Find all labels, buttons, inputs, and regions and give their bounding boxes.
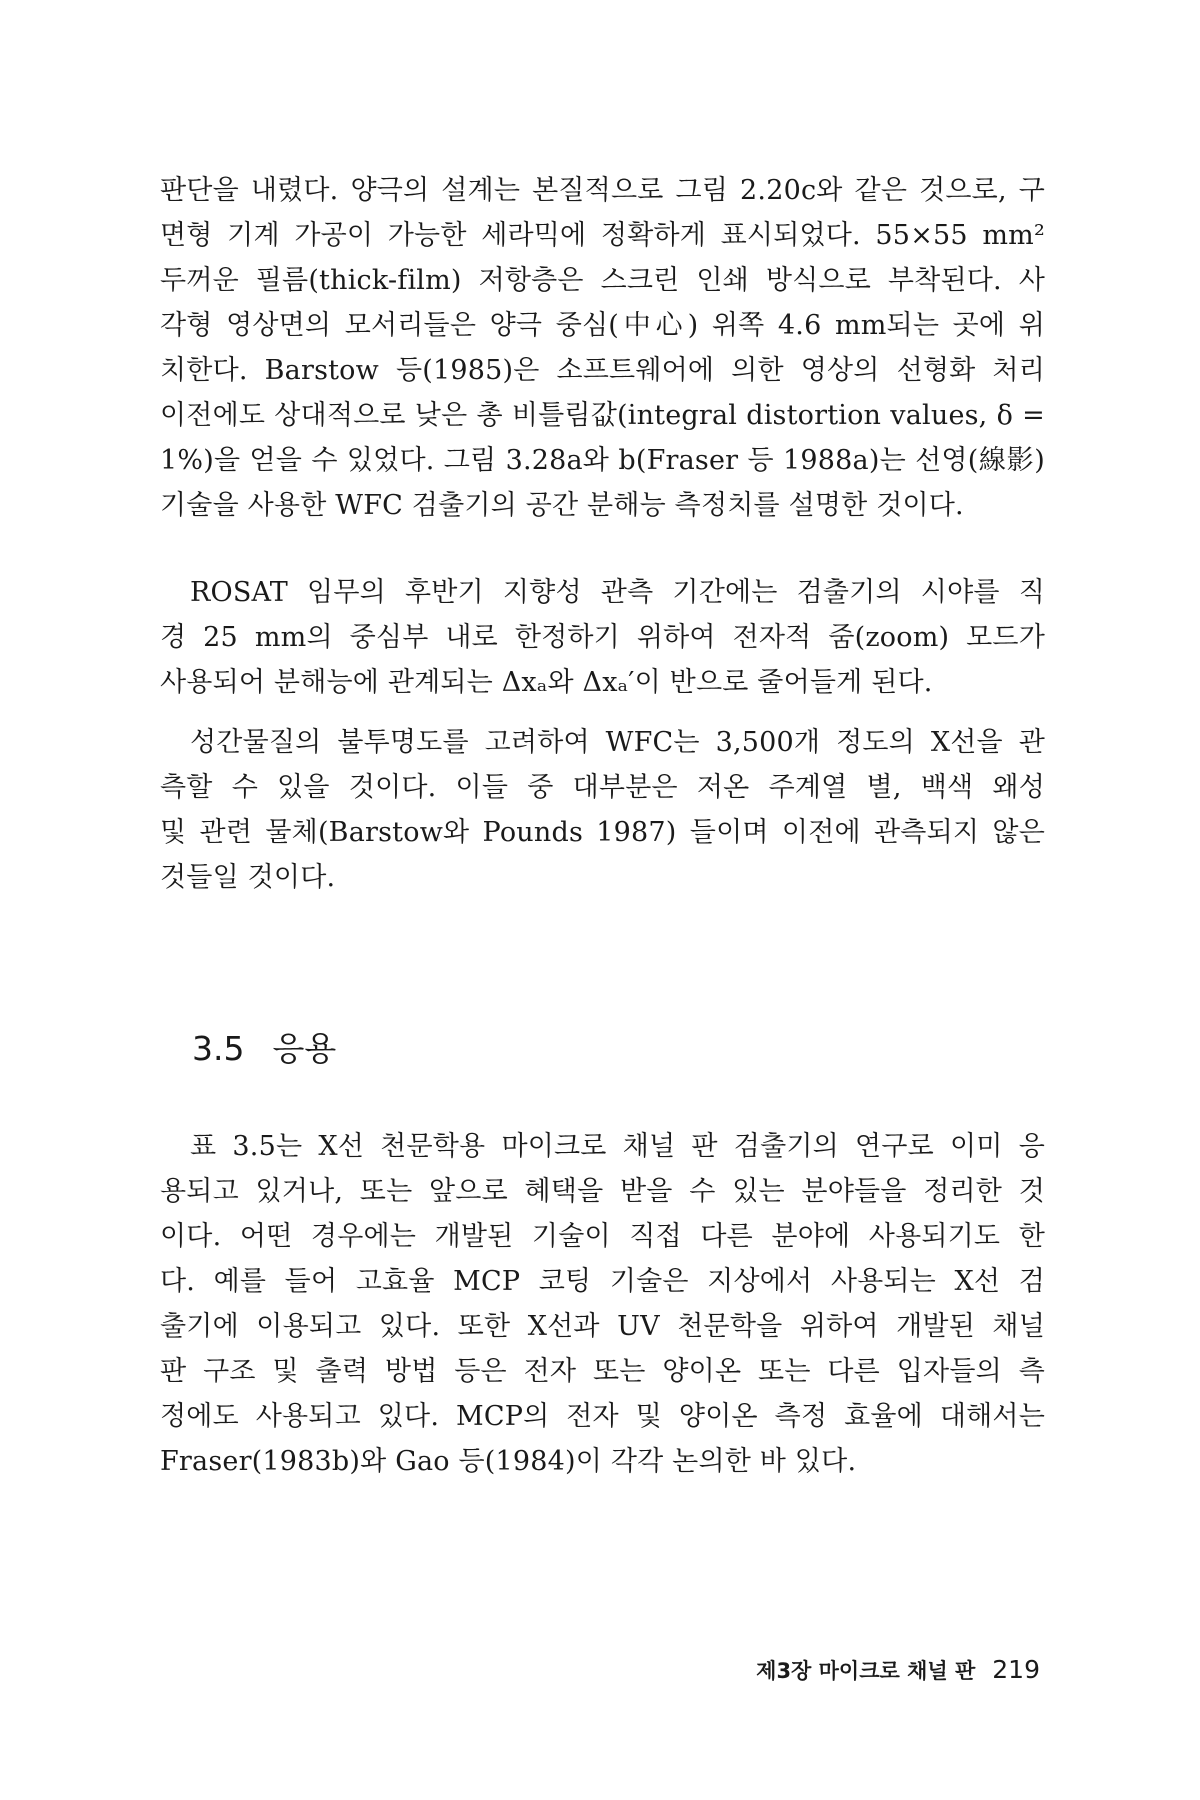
text-line: 기술을 사용한 WFC 검출기의 공간 분해능 측정치를 설명한 것이다.: [160, 490, 964, 521]
text-line: 각형 영상면의 모서리들은 양극 중심(中心) 위쪽 4.6 mm되는 곳에 위: [160, 310, 1045, 341]
paragraph-applications: [160, 1124, 1045, 1484]
page-footer: [660, 1650, 1040, 1690]
text-line: 정에도 사용되고 있다. MCP의 전자 및 양이온 측정 효율에 대해서는: [160, 1401, 1045, 1432]
section-title: 응용: [272, 1029, 337, 1068]
section-number: 3.5: [192, 1029, 245, 1068]
text-line: 치한다. Barstow 등(1985)은 소프트웨어에 의한 영상의 선형화 처리: [160, 355, 1045, 386]
text-line: 출기에 이용되고 있다. 또한 X선과 UV 천문학을 위하여 개발된 채널: [160, 1311, 1045, 1342]
text-line: 판 구조 및 출력 방법 등은 전자 또는 양이온 또는 다른 입자들의 측: [160, 1356, 1045, 1387]
text-line: 이다. 어떤 경우에는 개발된 기술이 직접 다른 분야에 사용되기도 한: [160, 1221, 1045, 1252]
section-heading: [192, 1024, 336, 1074]
text-line: 것들일 것이다.: [160, 862, 336, 893]
text-line: 1%)을 얻을 수 있었다. 그림 3.28a와 b(Fraser 등 1988a)는 선영(線影): [160, 445, 1045, 476]
page-number: 219: [992, 1655, 1040, 1684]
text-line: 경 25 mm의 중심부 내로 한정하기 위하여 전자적 줌(zoom) 모드가: [160, 622, 1045, 653]
text-line: 성간물질의 불투명도를 고려하여 WFC는 3,500개 정도의 X선을 관: [190, 727, 1045, 758]
paragraph-rosat-zoom: [160, 570, 1045, 705]
text-line: 사용되어 분해능에 관계되는 Δxₐ와 Δxₐ′이 반으로 줄어들게 된다.: [160, 667, 933, 698]
text-line: Fraser(1983b)와 Gao 등(1984)이 각각 논의한 바 있다.: [160, 1446, 857, 1477]
text-line: 판단을 내렸다. 양극의 설계는 본질적으로 그림 2.20c와 같은 것으로, 구: [160, 175, 1045, 206]
text-line: 이전에도 상대적으로 낮은 총 비틀림값(integral distortion values, δ =: [160, 400, 1045, 431]
running-footer-chapter: 제3장 마이크로 채널 판: [756, 1659, 976, 1683]
text-line: 다. 예를 들어 고효율 MCP 코팅 기술은 지상에서 사용되는 X선 검: [160, 1266, 1045, 1297]
text-line: 측할 수 있을 것이다. 이들 중 대부분은 저온 주계열 별, 백색 왜성: [160, 772, 1045, 803]
text-line: ROSAT 임무의 후반기 지향성 관측 기간에는 검출기의 시야를 직: [190, 577, 1045, 608]
paragraph-anode-design: [160, 168, 1045, 528]
text-line: 두꺼운 필름(thick-film) 저항층은 스크린 인쇄 방식으로 부착된다. 사: [160, 265, 1045, 296]
text-line: 면형 기계 가공이 가능한 세라믹에 정확하게 표시되었다. 55×55 mm²: [160, 220, 1045, 251]
text-line: 및 관련 물체(Barstow와 Pounds 1987) 들이며 이전에 관측되지 않은: [160, 817, 1045, 848]
text-line: 용되고 있거나, 또는 앞으로 혜택을 받을 수 있는 분야들을 정리한 것: [160, 1176, 1045, 1207]
text-line: 표 3.5는 X선 천문학용 마이크로 채널 판 검출기의 연구로 이미 응: [190, 1131, 1045, 1162]
paragraph-wfc-sources: [160, 720, 1045, 900]
